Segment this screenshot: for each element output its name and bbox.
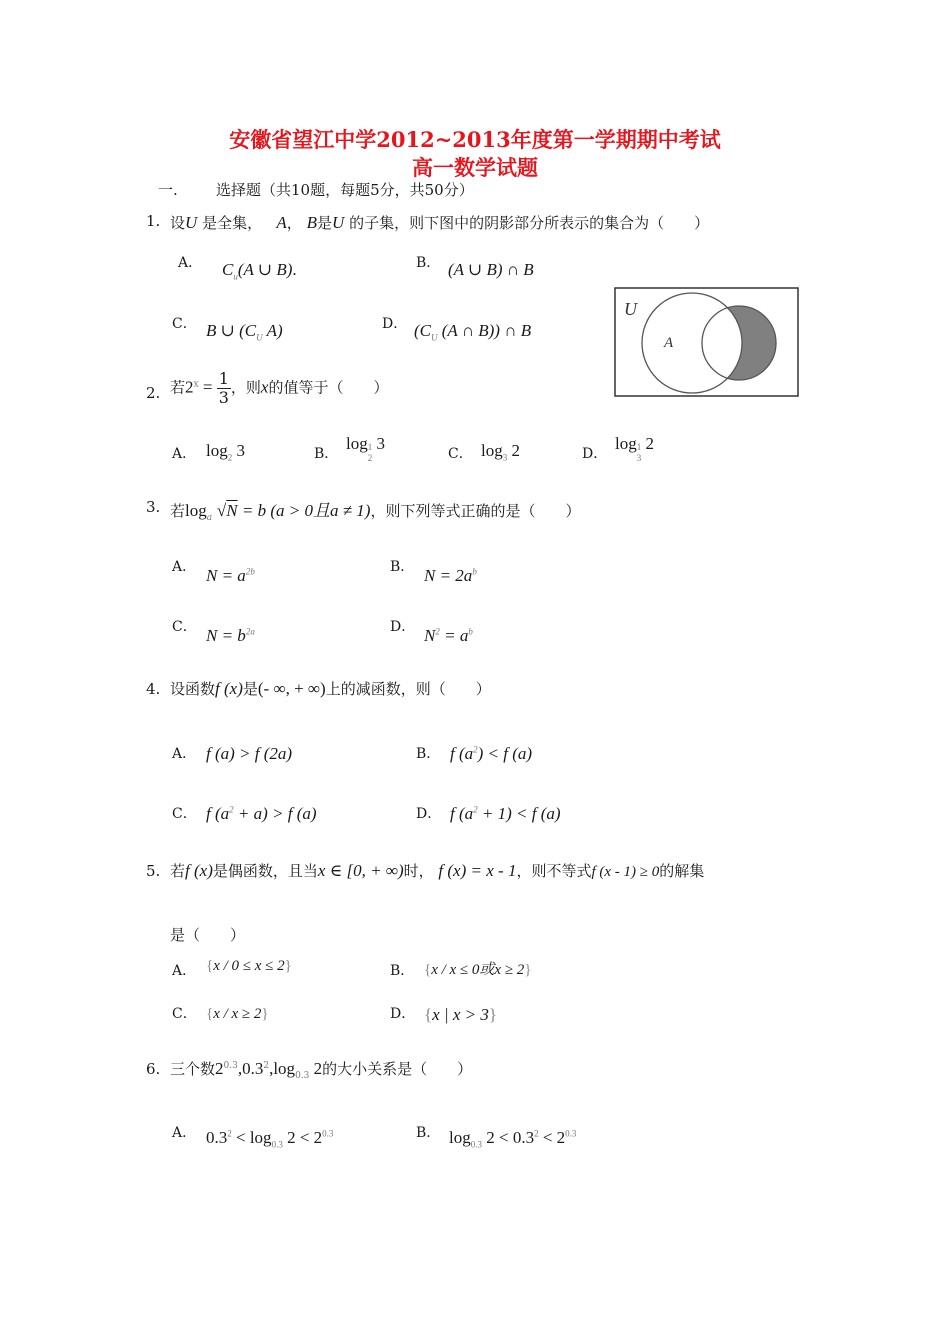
q5-number: 5. [146, 862, 161, 880]
q3-option-d: $N^2 = a^b$ [424, 626, 473, 645]
q5-option-a: {x / 0 ≤ x ≤ 2} [206, 958, 292, 974]
q3-stem: 若$\log_a √N = b$ (a > 0且a ≠ 1)，则下列等式正确的是（ ） [170, 501, 581, 523]
q3-option-b-label: B． [390, 559, 415, 575]
q5-option-a-label: A． [172, 963, 197, 979]
q3-option-a: $N = a^{2b}$ [206, 566, 255, 585]
q3-option-a-label: A． [172, 559, 197, 575]
q5-option-b: {x / x ≤ 0或x ≥ 2} [424, 962, 532, 978]
q2-stem: 若$2^x$ = $\frac{1}{3}$ ，则x的值等于（ ） [170, 369, 389, 407]
q4-number: 4. [146, 680, 161, 698]
exam-subtitle: 高一数学试题 [412, 155, 538, 180]
q1-number: 1. [146, 212, 161, 230]
q1-option-a: $C_u(A$ ∪ B). [222, 260, 297, 282]
q1-option-a-label: A． [178, 255, 203, 271]
q1-stem: 设U 是全集， A， B是U 的子集，则下图中的阴影部分所表示的集合为（ ） [170, 213, 710, 232]
q6-option-a: $0.3^2 < \log_{0.3} 2 < 2^{0.3}$ [206, 1128, 334, 1150]
venn-label-u: U [624, 299, 637, 319]
q2-option-c: $\log_3 2$ [481, 441, 520, 463]
q3-number: 3. [146, 498, 161, 516]
q4-option-a: f (a) > f (2a) [206, 744, 293, 763]
q1-option-d-label: D． [382, 316, 408, 332]
section-number: 一. [158, 181, 178, 199]
q1-option-d: ($C_U$ (A ∩ B)) ∩ B [414, 321, 532, 343]
q2-option-b: log 1 2 3 [346, 434, 385, 463]
q1-option-b-label: B． [416, 255, 441, 271]
q4-option-b: f $(a^2) < f$ (a) [450, 744, 533, 763]
q2-number: 2. [146, 384, 161, 402]
q4-option-c: f $(a^2 + a) > f$ (a) [206, 804, 317, 823]
q6-number: 6. [146, 1060, 161, 1078]
q6-option-b-label: B． [416, 1125, 441, 1141]
venn-label-b: B [730, 335, 740, 351]
q4-stem: 设函数f (x)是(- ∞, + ∞)上的减函数，则（ ） [170, 679, 491, 698]
q6-option-b: $\log_{0.3} 2 < 0.3^2 < 2^{0.3}$ [449, 1128, 577, 1150]
q3-option-c-label: C． [172, 619, 197, 635]
q5-option-b-label: B． [390, 963, 415, 979]
q6-option-a-label: A． [172, 1125, 197, 1141]
q3-option-d-label: D． [390, 619, 416, 635]
q4-option-d: f $(a^2 + 1) < f$ (a) [450, 804, 561, 823]
q4-option-c-label: C． [172, 806, 197, 822]
q2-option-d: log 1 3 2 [615, 434, 654, 463]
q6-stem: 三个数$2^{0.3},0.3^2,\log_{0.3}$ 2的大小关系是（ ） [170, 1059, 473, 1081]
q4-option-d-label: D． [416, 806, 442, 822]
q2-option-a: $\log_2 3$ [206, 441, 245, 463]
q5-stem: 若f (x)是偶函数，且当x ∈ [0, + ∞)时， f (x) = x - 1，则不等式f (x - 1) ≥ 0的解集 [170, 861, 705, 880]
venn-label-a: A [664, 335, 674, 351]
q2-option-a-label: A． [172, 446, 197, 462]
q5-option-c: {x / x ≥ 2} [206, 1006, 269, 1022]
venn-diagram [614, 287, 800, 398]
q5-option-c-label: C． [172, 1006, 197, 1022]
q1-option-b: (A ∪ B) ∩ B [448, 260, 534, 279]
q2-option-c-label: C． [448, 446, 473, 462]
q4-option-a-label: A． [172, 746, 197, 762]
q3-option-b: $N = 2a^b$ [424, 566, 477, 585]
q5-stem-cont: 是（ ） [170, 926, 246, 944]
q5-option-d: {x | x > 3} [424, 1005, 498, 1024]
q1-option-c: B ∪ ($C_U$ A) [206, 321, 283, 343]
q2-option-b-label: B． [314, 446, 339, 462]
section-heading: 选择题（共10题，每题5分，共50分） [216, 181, 474, 199]
q5-option-d-label: D． [390, 1006, 416, 1022]
q3-option-c: $N = b^{2a}$ [206, 626, 255, 645]
q1-option-c-label: C． [172, 316, 197, 332]
q4-option-b-label: B． [416, 746, 441, 762]
exam-title: 安徽省望江中学2012~2013年度第一学期期中考试 [229, 127, 721, 152]
q2-option-d-label: D． [582, 446, 608, 462]
